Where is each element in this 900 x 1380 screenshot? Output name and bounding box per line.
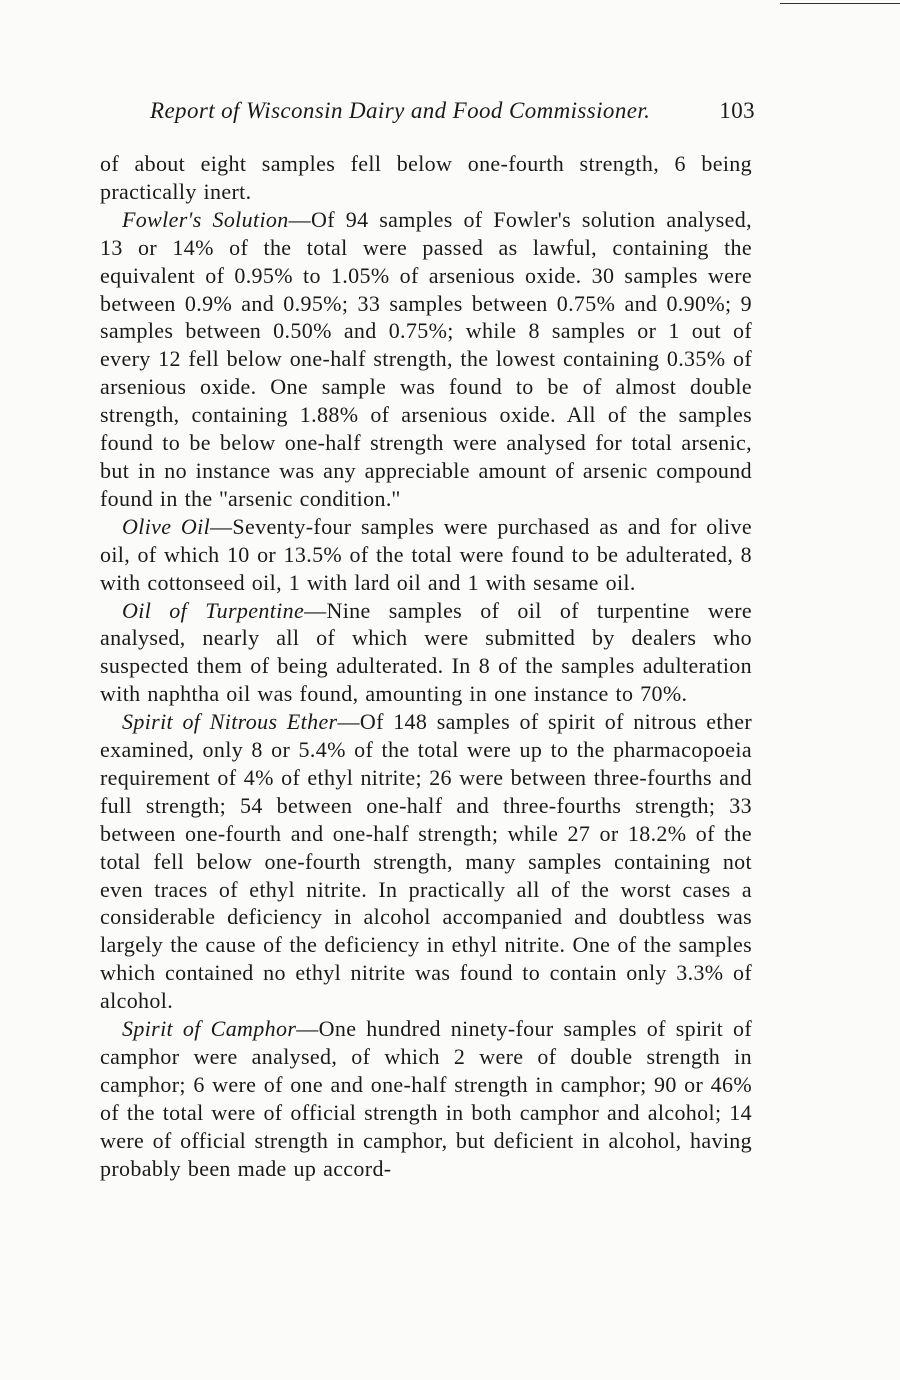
running-header (150, 96, 755, 126)
paragraph-lead: Spirit of Nitrous Ether (122, 709, 338, 735)
paragraph-lead: Spirit of Camphor (122, 1016, 297, 1042)
paragraph-text: —One hundred ninety-four samples of spirit of camphor were analysed, of which 2 were of double strength in camphor; 6 were of one and one-half strength in camphor; 90 or 46% of the total were of official strength in both camphor and alcohol; 14 were of official strength in camphor, but deficient in alcohol, having probably been made up accord- (100, 1016, 752, 1181)
page-number: 103 (719, 98, 755, 123)
body-text (100, 150, 752, 1183)
paragraph-text: of about eight samples fell below one-fourth strength, 6 being practically inert. (100, 151, 752, 204)
running-title: Report of Wisconsin Dairy and Food Commissioner. (150, 98, 651, 123)
paragraph-text: —Of 148 samples of spirit of nitrous ether examined, only 8 or 5.4% of the total were up to the pharmacopoeia requirement of 4% of ethyl nitrite; 26 were between three-fourths and full strength; 54 between one-half and three-fourths strength; 33 between one-fourth and one-half strength; while 27 or 18.2% of the total fell below one-fourth strength, many samples containing not even traces of ethyl nitrite. In practically all of the worst cases a considerable deficiency in alcohol accompanied and doubtless was largely the cause of the deficiency in ethyl nitrite. One of the samples which contained no ethyl nitrite was found to contain only 3.3% of alcohol. (100, 709, 752, 1014)
paragraph-lead: Fowler's Solution (122, 206, 289, 232)
top-edge-rule (780, 3, 900, 4)
paragraph-spirit-of-nitrous-ether (100, 708, 752, 1015)
paragraph-fowlers-solution (100, 206, 752, 513)
paragraph-text: —Nine samples of oil of turpentine were analysed, nearly all of which were submitted by dealers who suspected them of being adulterated. In 8 of the samples adulteration with naphtha oil was found, amounting in one instance to 70%. (100, 597, 752, 707)
paragraph-olive-oil (100, 513, 752, 597)
paragraph-continuation (100, 150, 752, 206)
paragraph-oil-of-turpentine (100, 597, 752, 709)
paragraph-lead: Olive Oil (122, 513, 211, 539)
paragraph-spirit-of-camphor (100, 1015, 752, 1182)
paragraph-text: —Seventy-four samples were purchased as and for olive oil, of which 10 or 13.5% of the total were found to be adulterated, 8 with cottonseed oil, 1 with lard oil and 1 with sesame oil. (100, 513, 752, 595)
paragraph-lead: Oil of Turpentine (122, 597, 305, 623)
paragraph-text: —Of 94 samples of Fowler's solution analysed, 13 or 14% of the total were passed as lawful, containing the equivalent of 0.95% to 1.05% of arsenious oxide. 30 samples were between 0.9% and 0.95%; 33 samples between 0.75% and 0.90%; 9 samples between 0.50% and 0.75%; while 8 samples or 1 out of every 12 fell below one-half strength, the lowest containing 0.35% of arsenious oxide. One sample was found to be of almost double strength, containing 1.88% of arsenious oxide. All of the samples found to be below one-half strength were analysed for total arsenic, but in no instance was any appreciable amount of arsenic compound found in the ''arsenic condition.'' (100, 206, 752, 511)
